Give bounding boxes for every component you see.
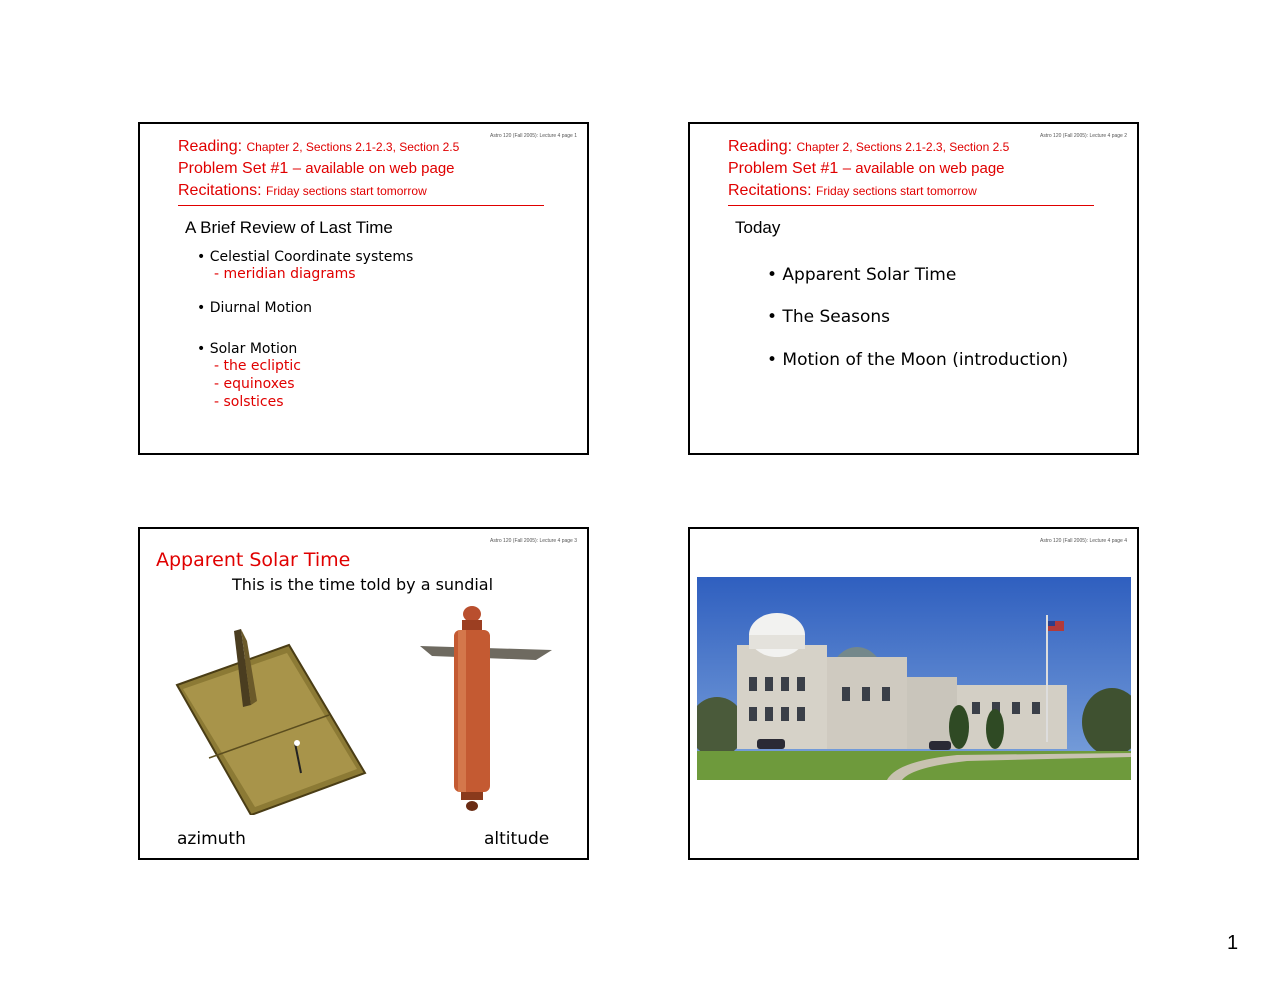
pset-text: – available on web page: [292, 160, 455, 177]
caption-azimuth: azimuth: [177, 829, 246, 849]
sub-bullet: - meridian diagrams: [214, 266, 356, 282]
sub-bullet: - the ecliptic: [214, 358, 301, 374]
sundial-image: [169, 623, 372, 815]
observatory-photo: [697, 577, 1131, 780]
recit-label: Recitations:: [178, 182, 262, 199]
slide-3: [138, 527, 589, 860]
recit-label: Recitations:: [728, 182, 812, 199]
sub-bullet: - solstices: [214, 394, 284, 410]
slide-title: A Brief Review of Last Time: [185, 218, 393, 237]
bullet-text: • Celestial Coordinate systems: [197, 249, 414, 265]
slide-tag: Astro 120 (Fall 2005): Lecture 4 page 3: [490, 538, 577, 544]
slide-tag: Astro 120 (Fall 2005): Lecture 4 page 1: [490, 133, 577, 139]
pillar-dial-image: [412, 600, 554, 818]
bullet-item: • Motion of the Moon (introduction): [767, 350, 1069, 370]
reading-text: Chapter 2, Sections 2.1-2.3, Section 2.5: [246, 140, 460, 154]
page-number: 1: [1227, 932, 1239, 954]
slide-1: [138, 122, 589, 455]
bullet-item: • The Seasons: [767, 307, 891, 327]
bullet-text: • Solar Motion: [197, 341, 298, 357]
reading-label: Reading:: [178, 138, 243, 155]
sub-bullet: - equinoxes: [214, 376, 295, 392]
slide-header: [178, 136, 544, 206]
bullet-item: [197, 249, 413, 283]
caption-altitude: altitude: [484, 829, 550, 849]
slide-4: [688, 527, 1139, 860]
slide-title: Today: [735, 218, 781, 237]
slide-header: [728, 136, 1094, 206]
slide-title: Apparent Solar Time: [156, 549, 351, 571]
slide-2: [688, 122, 1139, 455]
recit-text: Friday sections start tomorrow: [266, 184, 427, 198]
reading-text: Chapter 2, Sections 2.1-2.3, Section 2.5: [796, 140, 1010, 154]
pset-label: Problem Set #1: [728, 160, 839, 177]
recit-text: Friday sections start tomorrow: [816, 184, 977, 198]
bullet-item: [197, 300, 312, 316]
slide-tag: Astro 120 (Fall 2005): Lecture 4 page 4: [1040, 538, 1127, 544]
bullet-item: [197, 341, 301, 411]
slide-subtitle: This is the time told by a sundial: [232, 575, 494, 594]
bullet-text: • Diurnal Motion: [197, 300, 313, 316]
pset-text: – available on web page: [842, 160, 1005, 177]
slide-tag: Astro 120 (Fall 2005): Lecture 4 page 2: [1040, 133, 1127, 139]
reading-label: Reading:: [728, 138, 793, 155]
bullet-item: • Apparent Solar Time: [767, 265, 957, 285]
pset-label: Problem Set #1: [178, 160, 289, 177]
